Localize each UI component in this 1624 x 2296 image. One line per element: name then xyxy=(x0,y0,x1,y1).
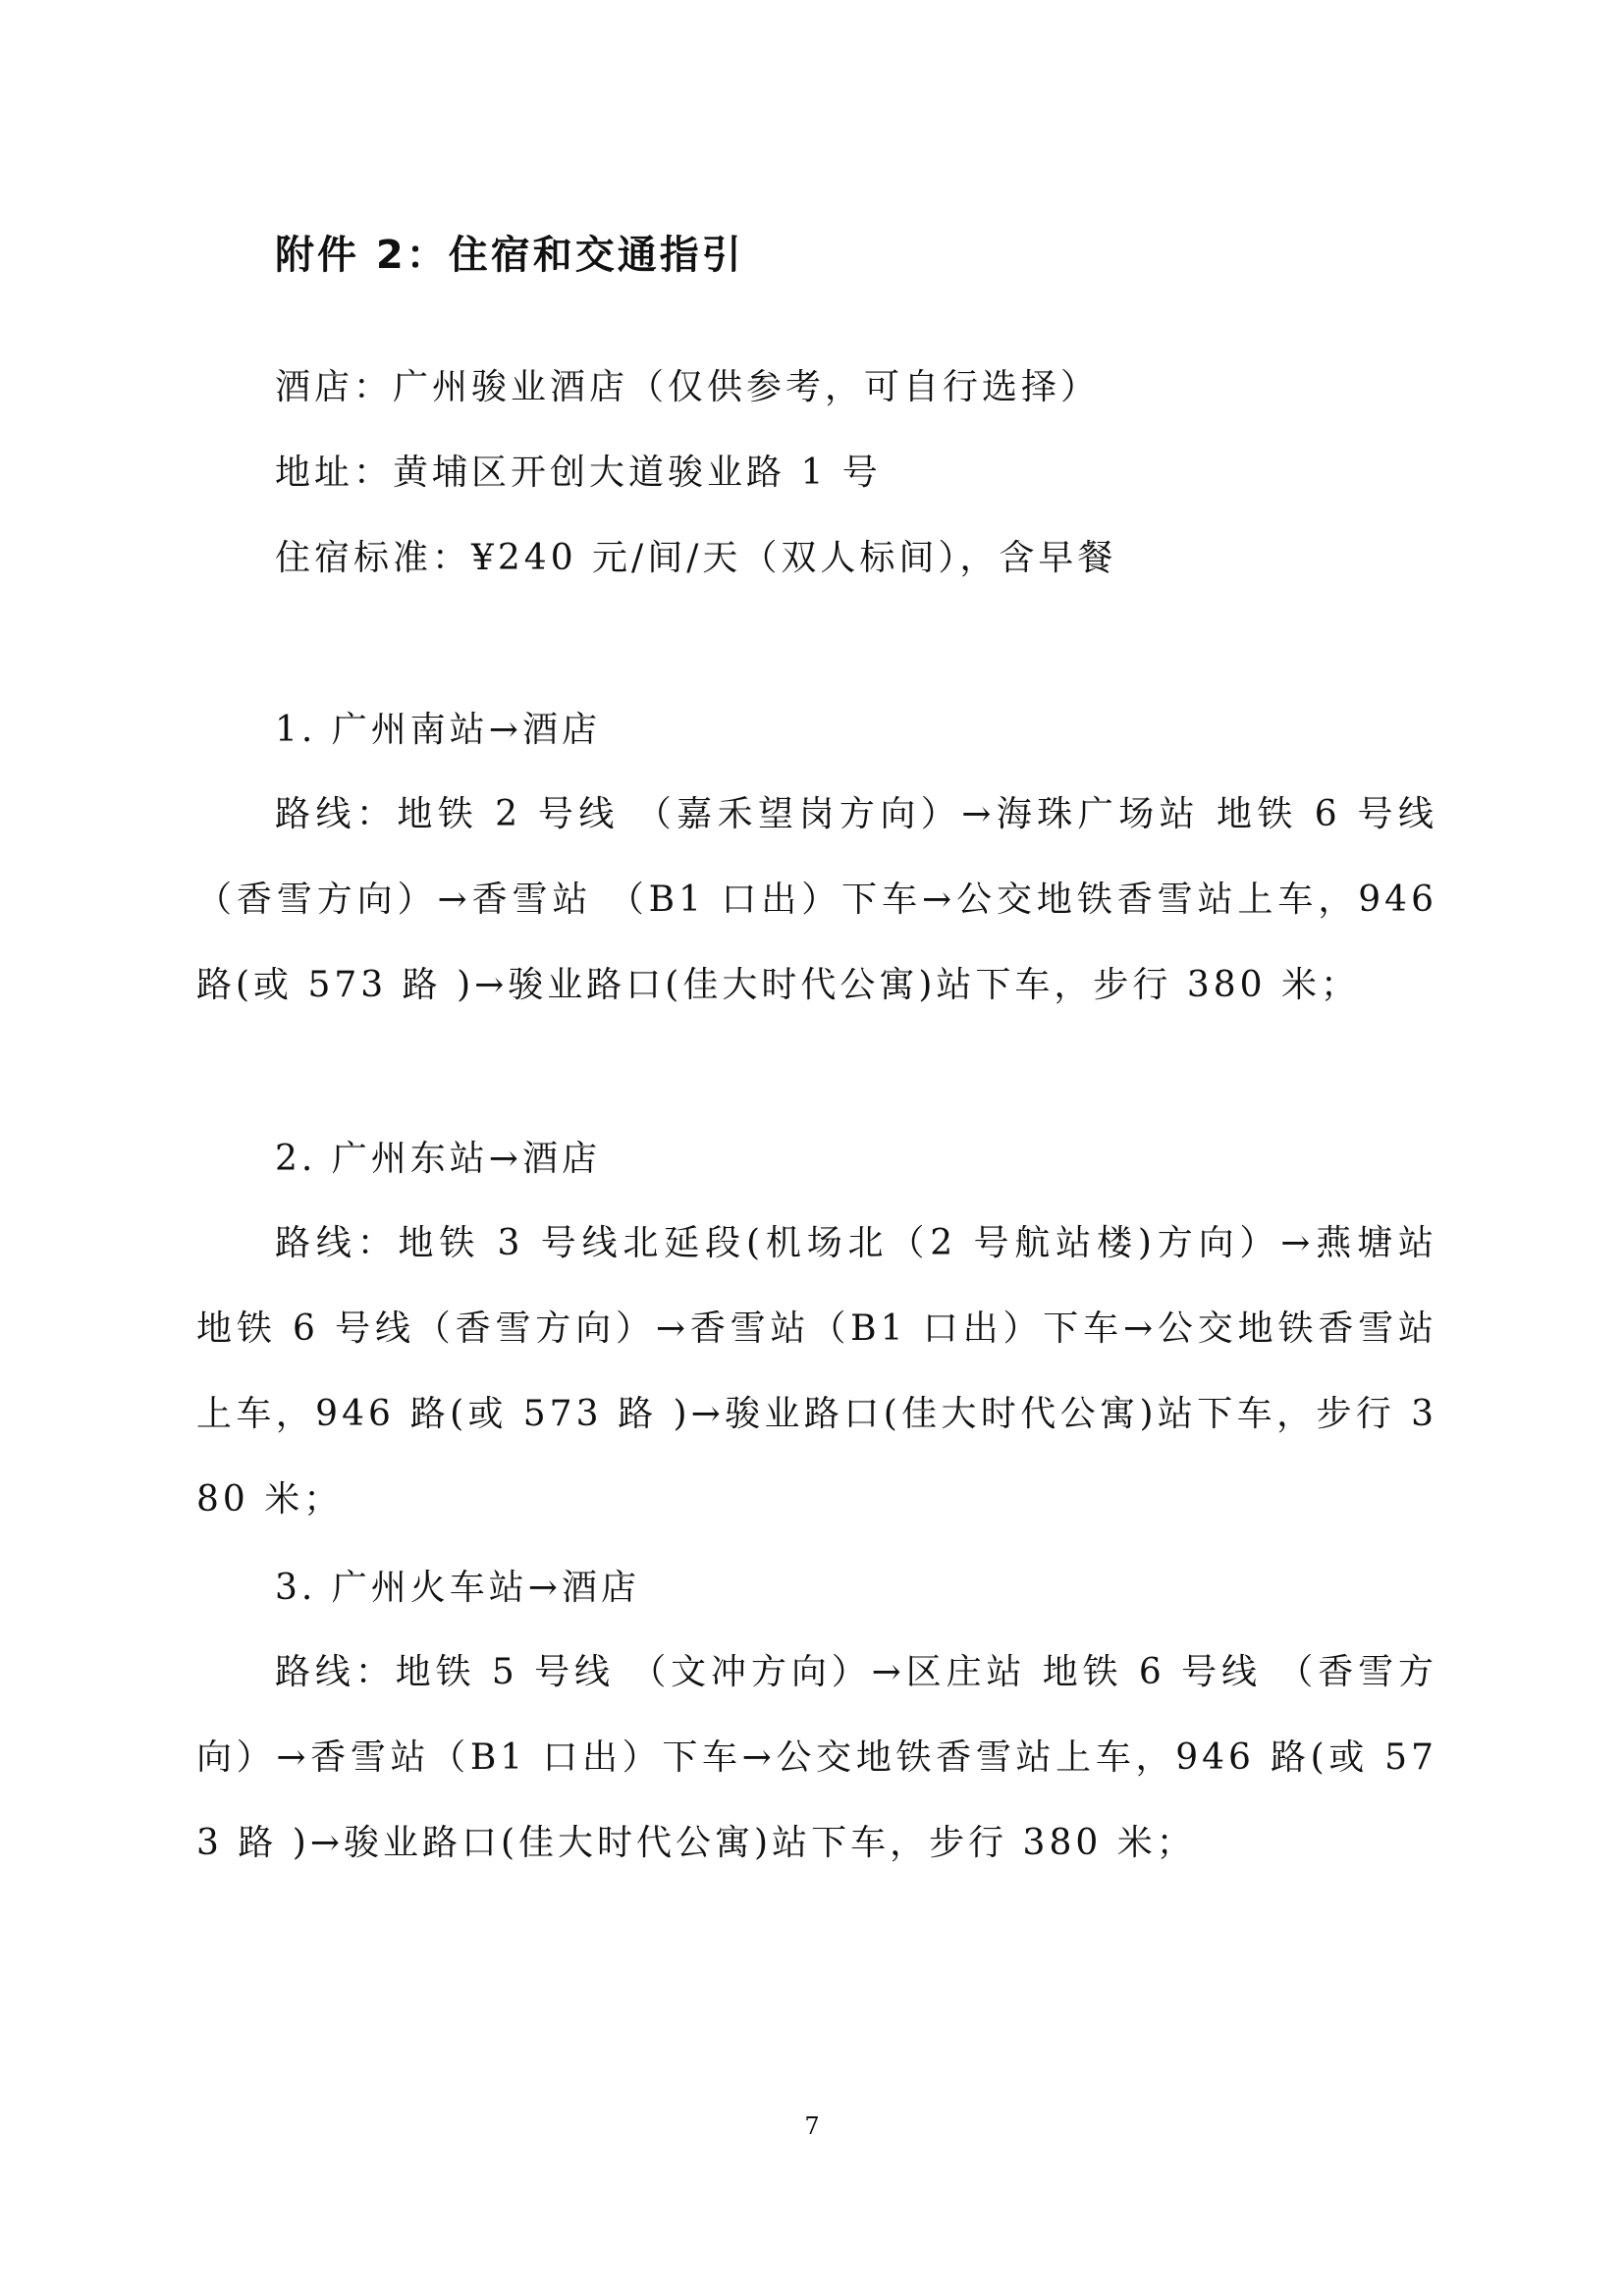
route-3-heading: 3. 广州火车站→酒店 xyxy=(275,1568,640,1608)
route-1-heading: 1. 广州南站→酒店 xyxy=(275,710,601,750)
route-2-text: 路线：地铁 3 号线北延段(机场北（2 号航站楼)方向）→燕塘站 地铁 6 号线（香雪方向）→香雪站（B1 口出）下车→公交地铁香雪站上车，946 路(或 573 路 )→骏业路口(佳大时代公寓)站下车，步行 380 米； xyxy=(196,1223,1437,1520)
route-1-text: 路线：地铁 2 号线 （嘉禾望岗方向）→海珠广场站 地铁 6 号线 （香雪方向）→香雪站 （B1 口出）下车→公交地铁香雪站上车，946 路(或 573 路 )→骏业路口(佳大时代公寓)站下车，步行 380 米； xyxy=(196,794,1437,1005)
route-2-heading: 2. 广州东站→酒店 xyxy=(275,1139,601,1179)
page-title: 附件 2：住宿和交通指引 xyxy=(275,233,744,278)
route-3-text: 路线：地铁 5 号线 （文冲方向）→区庄站 地铁 6 号线 （香雪方向）→香雪站（B1 口出）下车→公交地铁香雪站上车，946 路(或 573 路 )→骏业路口(佳大时代公寓)站下车，步行 380 米； xyxy=(196,1652,1437,1863)
hotel-standard-line: 住宿标准：¥240 元/间/天（双人标间），含早餐 xyxy=(275,538,1117,578)
page-number: 7 xyxy=(804,2112,820,2140)
hotel-address-line: 地址：黄埔区开创大道骏业路 1 号 xyxy=(275,453,882,493)
hotel-name-line: 酒店：广州骏业酒店（仅供参考，可自行选择） xyxy=(275,367,1101,407)
